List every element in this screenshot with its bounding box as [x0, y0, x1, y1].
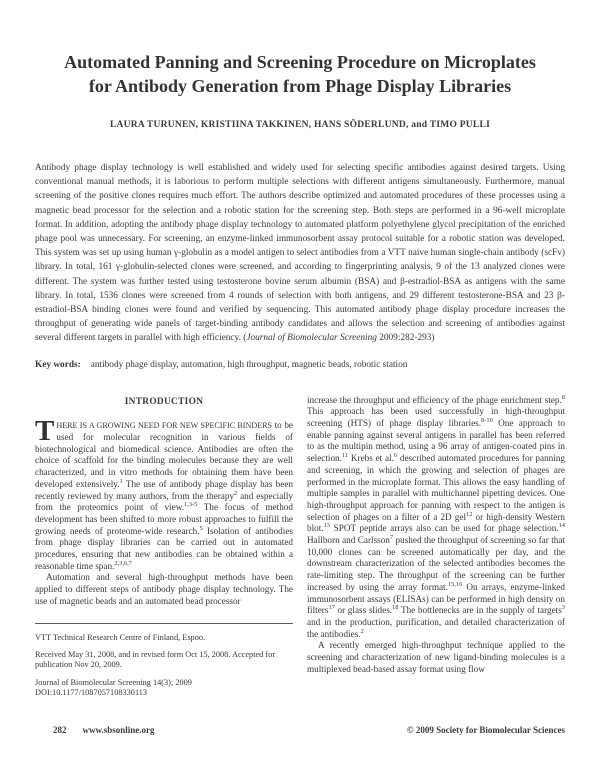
keywords-label: Key words: [35, 359, 81, 370]
keywords-list: antibody phage display, automation, high throughput, magnetic beads, robotic station [90, 359, 408, 370]
footnote-received: Received May 31, 2008, and in revised form Oct 15, 2008. Accepted for publication Nov 20, 2009. [35, 650, 276, 670]
article-title-line1: Automated Panning and Screening Procedure on Microplates [64, 52, 536, 72]
intro-paragraph-3: increase the throughput and efficiency of the phage enrichment step.$^8$ This approach has been used successfully in high-throughput screening (HTS) of phage display libraries.$^{8-10}$ One approach to enable panning against several antigens in parallel has been referred to as the multipin method, using a 96 array of antigen-coated pins in selection.$^{11}$ Krebs et al.$^6$ described automated procedures for panning and screening, in which the growing and selection of phages are performed in the microplate format. This allows the easy handling of multiple samples in parallel with multichannel pipetting devices. One high-throughput approach for panning with respect to the antigen is selection of phages on a filter of a 2D gel$^{12}$ or high-density Western blot.$^{13}$ SPOT peptide arrays also can be used for phage selection.$^{14}$ Hallborn and Carlsson$^7$ pushed the throughput of screening so far that 10,000 clones can be screened automatically per day, and the downstream characterization of the selected antibodies becomes the rate-limiting step. The throughput of the screening can be further increased by using the array format.$^{15,16}$ On arrays, enzyme-linked immunosorbent assays (ELISAs) can be performed in high density on filters$^{17}$ or glass slides.$^{18}$ The bottlenecks are in the supply of targets$^3$ and in the production, purification, and detailed characterization of the antibodies.$^2$ [307, 393, 566, 639]
page-number: 282 [53, 725, 67, 735]
intro-paragraph-1-text: to be used for molecular recognition in various fields of biotechnological and biomedical science. Antibodies are often the choice of scaffold for the binding molecules because they are well characterized, and in vitro methods for obtaining them have been developed extensively.$^1$ The use of antibody phage display has been recently reviewed by many authors, from the therapy$^2$ and especially from the proteomics point of view.$^{1,3-5}$ The focus of method development has been shifted to more robust approaches to fulfill the growing needs of proteome-wide research.$^5$ Isolation of antibodies from phage display libraries can be carried out in automated procedures, ensuring that new antibodies can be obtained within a reasonable time span.$^{2,3,6,7}$ [35, 420, 293, 571]
page-footer [35, 725, 565, 735]
dropcap-letter: T [35, 415, 55, 448]
intro-paragraph-2: Automation and several high-throughput methods have been applied to different steps of antibody phage display technology. The use of magnetic beads and an automated bead processor [35, 572, 293, 606]
footnote-separator [35, 623, 293, 624]
footnote-affiliation: VTT Technical Research Centre of Finland, Espoo. [35, 632, 206, 642]
footnote-doi: DOI:10.1177/1087057108330113 [35, 688, 148, 698]
keywords-line [35, 360, 565, 370]
abstract-text: Antibody phage display technology is well established and widely used for selecting specific antibodies against desired targets. Using conventional manual methods, it is laborious to perform multiple selections with different antigens simultaneously. Furthermore, manual screening of the positive clones requires much effort. The authors describe optimized and automated procedures of these processes using a magnetic bead processor for the selection and a robotic station for the screening step. Both steps are performed in a 96-well microplate format. In addition, adopting the antibody phage display technology to automated platform polyethylene glycol precipitation of the enriched phage pool was unnecessary. For screening, an enzyme-linked immunosorbent assay protocol suitable for a robotic station was developed. This system was set up using human γ-globulin as a model antigen to select antibodies from a VTT naive human single-chain antibody (scFv) library. In total, 161 γ-globulin-selected clones were screened, and according to fingerprinting analysis, 9 of the 13 analyzed clones were different. The system was further tested using testosterone bovine serum albumin (BSA) and β-estradiol-BSA as antigens with the same library. In total, 1536 clones were screened from 4 rounds of selection with both antigens, and 29 different testosterone-BSA and 23 β-estradiol-BSA binding clones were found and verified by sequencing. This automated antibody phage display procedure increases the throughput of generating wide panels of target-binding antibody candidates and allows the selection and screening of antibodies against several different targets in parallel with high efficiency. (Journal of Biomolecular Screening 2009:282-293) [35, 163, 565, 344]
introduction-heading: INTRODUCTION [124, 396, 204, 407]
page-content [0, 50, 600, 706]
journal-website: www.sbsonline.org [82, 725, 155, 735]
two-column-body [35, 395, 565, 706]
left-column [35, 395, 293, 706]
footer-left [35, 725, 155, 735]
article-title-line2: for Antibody Generation from Phage Display Libraries [88, 76, 512, 96]
intro-paragraph-1 [35, 415, 293, 572]
footnote-journal: Journal of Biomolecular Screening 14(3); 2009 [35, 677, 192, 687]
intro-lead-smallcaps: HERE IS A GROWING NEED FOR NEW SPECIFIC BINDERS [56, 421, 273, 431]
copyright-notice: © 2009 Society for Biomolecular Sciences [406, 725, 565, 735]
article-title [35, 50, 565, 98]
author-list: LAURA TURUNEN, KRISTIINA TAKKINEN, HANS SÖDERLUND, and TIMO PULLI [109, 120, 491, 130]
right-column [307, 395, 565, 706]
intro-paragraph-4: A recently emerged high-throughput technique applied to the screening and characterization of new ligand-binding molecules is a multiplexed bead-based assay format using flow [307, 640, 565, 674]
